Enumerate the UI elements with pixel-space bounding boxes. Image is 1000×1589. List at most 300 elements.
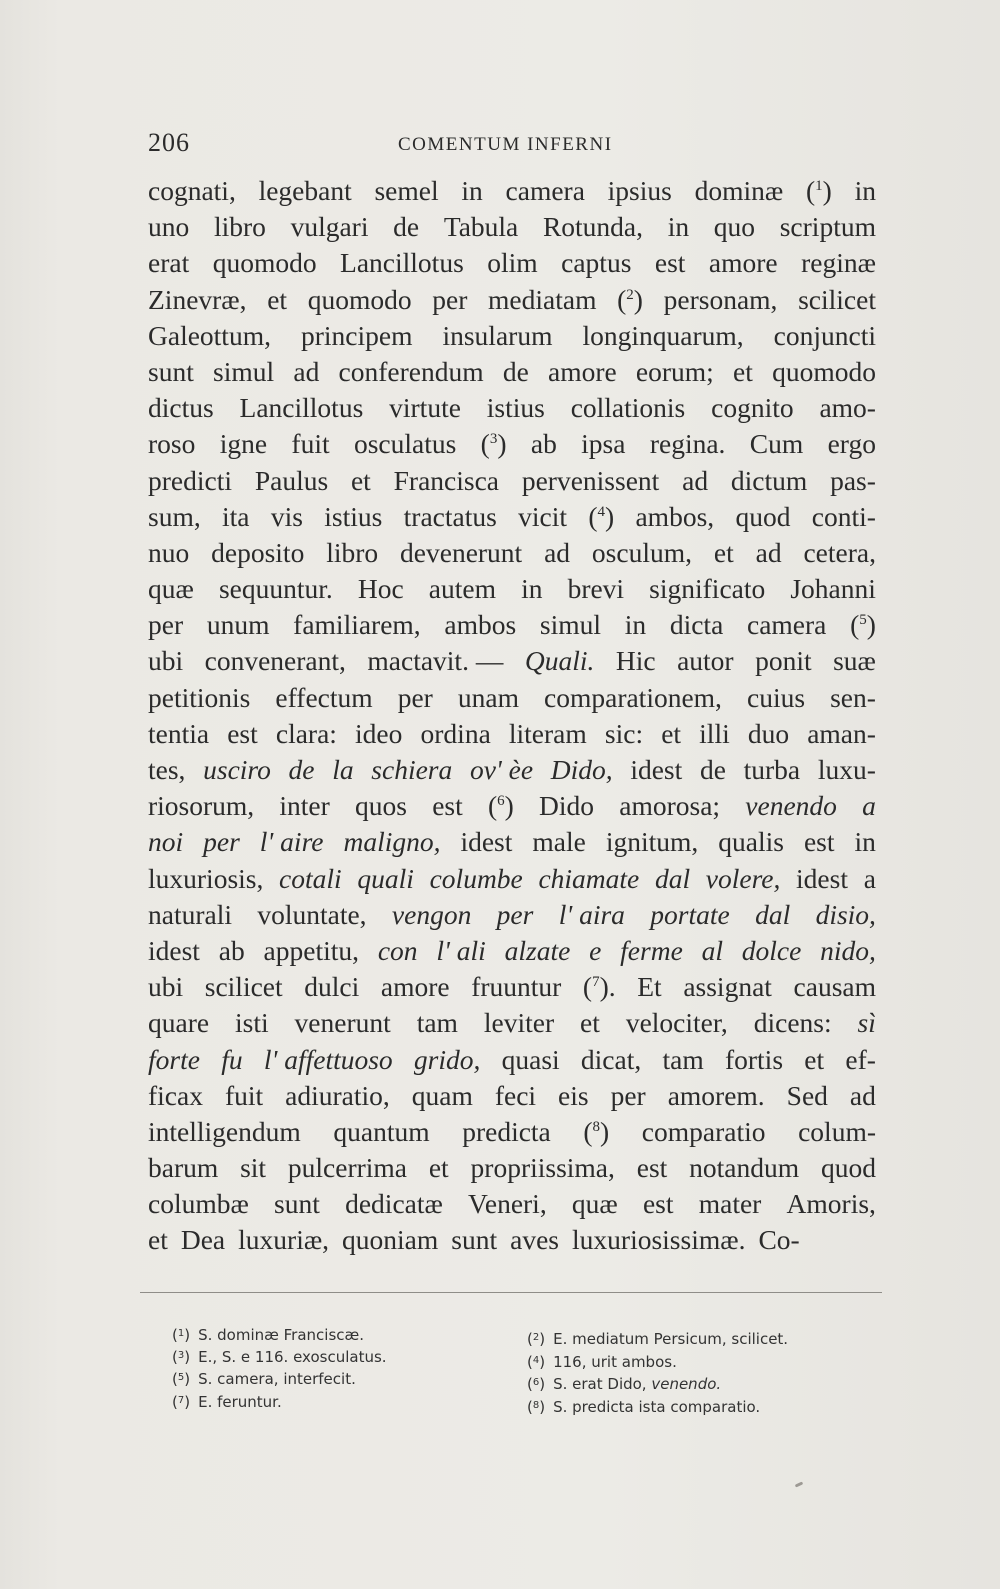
- word: venerunt: [294, 1007, 391, 1039]
- footnote-marker: 2: [626, 286, 634, 303]
- word: de: [393, 211, 420, 243]
- word: ef-: [845, 1043, 876, 1075]
- word: conjuncti: [773, 319, 876, 351]
- word: sequuntur.: [218, 573, 333, 605]
- word: per: [203, 826, 240, 858]
- word: illi: [699, 717, 730, 749]
- word: principem: [300, 319, 413, 351]
- word: aman-: [807, 717, 876, 749]
- word: libro: [213, 211, 266, 243]
- footnote-text: S. predicta ista comparatio.: [553, 1398, 761, 1416]
- word: chiamate: [538, 862, 640, 894]
- word: appetitu,: [263, 934, 360, 966]
- word: convenerant,: [204, 645, 346, 677]
- footnote-number: ($^4$): [527, 1353, 546, 1371]
- word: est: [227, 717, 258, 749]
- word: ad: [755, 536, 782, 568]
- word: ambos: [444, 609, 517, 641]
- word: roso: [148, 428, 196, 460]
- word: in: [854, 175, 876, 206]
- word: unum: [206, 609, 270, 641]
- word: virtute: [389, 392, 461, 424]
- word: ipsius: [607, 175, 672, 206]
- word: sì: [857, 1007, 876, 1039]
- word: et: [713, 536, 734, 568]
- footnote-number: ($^6$): [527, 1375, 546, 1393]
- word: tes,: [148, 754, 186, 785]
- word: cetera,: [803, 536, 876, 568]
- word: quos: [355, 790, 407, 822]
- word: est: [803, 826, 835, 858]
- word: quæ: [571, 1188, 618, 1220]
- text-line: [148, 643, 876, 679]
- word: collationis: [570, 392, 686, 424]
- word: ubi: [148, 645, 184, 677]
- word: quæ: [148, 573, 194, 605]
- text-line: [148, 824, 876, 860]
- word: eorum;: [635, 355, 714, 387]
- text-line: [148, 209, 876, 245]
- text-line: [148, 752, 876, 788]
- word: quod: [820, 1152, 876, 1184]
- word: est: [636, 1152, 668, 1184]
- word: et: [804, 1043, 825, 1075]
- word: adiuratio,: [285, 1079, 390, 1111]
- word: dictum: [730, 464, 808, 496]
- word: literam: [508, 717, 587, 749]
- word: pervenissent: [521, 464, 660, 496]
- word: naturali: [148, 898, 232, 930]
- text-line: [148, 282, 876, 318]
- word: sen-: [830, 681, 876, 713]
- word: scilicet: [204, 971, 283, 1003]
- word: noi: [148, 826, 184, 858]
- word: amorosa;: [619, 790, 721, 822]
- word: nido,: [820, 934, 876, 966]
- footnote-reference: ($^3$): [480, 428, 507, 460]
- word: et: [733, 355, 753, 387]
- word: riosorum,: [148, 790, 255, 822]
- footnote-number: ($^1$): [172, 1326, 191, 1344]
- footnote: [527, 1394, 760, 1418]
- word: portate: [650, 898, 730, 930]
- word: in: [521, 573, 543, 605]
- text-line: [148, 1042, 876, 1078]
- text-line: [148, 1114, 876, 1150]
- word: de: [288, 754, 315, 785]
- word: ideo: [355, 717, 403, 749]
- word: sit: [240, 1152, 267, 1184]
- word: tentia: [148, 717, 210, 749]
- word: pulcerrima: [287, 1152, 408, 1184]
- word: cuius: [746, 681, 806, 713]
- word: e: [589, 934, 602, 966]
- word: a: [863, 862, 876, 894]
- word: olim: [487, 247, 538, 279]
- word: intelligendum: [148, 1115, 301, 1147]
- word: per: [496, 898, 534, 930]
- word: forte: [148, 1043, 200, 1075]
- text-line: [148, 535, 876, 571]
- word: feci: [494, 1079, 537, 1111]
- word: sum,: [148, 500, 201, 532]
- word: fu: [221, 1043, 243, 1075]
- word: predicti: [148, 464, 232, 496]
- footnote-text: S. erat Dido,: [553, 1375, 652, 1393]
- word: vis: [270, 500, 303, 532]
- word: devenerunt: [400, 536, 523, 568]
- footnote: [172, 1366, 356, 1390]
- word: fuit: [291, 428, 330, 460]
- word: luxuriæ,: [238, 1224, 330, 1256]
- word: dicens:: [753, 1007, 832, 1039]
- footnote-number: ($^3$): [172, 1348, 191, 1366]
- word: l' ali: [436, 934, 486, 966]
- word: in: [667, 211, 690, 243]
- word: deposito: [211, 536, 305, 568]
- word: mater: [698, 1188, 762, 1220]
- word: quomodo: [212, 247, 317, 279]
- word: per: [610, 1079, 646, 1111]
- word: Tabula: [443, 211, 519, 243]
- word: ficax: [148, 1079, 203, 1111]
- word: quoniam: [342, 1224, 439, 1256]
- word: idest: [460, 826, 513, 858]
- word: inter: [279, 790, 330, 822]
- word: regina.: [649, 428, 726, 460]
- word: Paulus: [254, 464, 329, 496]
- page-number: 206: [148, 128, 190, 157]
- footnote-text: venendo.: [651, 1375, 722, 1393]
- word: qualis: [718, 826, 784, 858]
- word: comparatio: [641, 1115, 766, 1147]
- footnote-reference: ($^8$): [583, 1115, 610, 1147]
- word: per: [432, 283, 468, 315]
- word: et: [267, 283, 288, 315]
- text-line: [148, 426, 876, 462]
- word: petitionis: [148, 681, 251, 713]
- word: istius: [486, 392, 545, 424]
- footnote-text: E. mediatum Persicum, scilicet.: [553, 1330, 789, 1348]
- text-line: [148, 499, 876, 535]
- word: dal: [755, 898, 791, 930]
- word: Cum: [749, 428, 804, 460]
- word: volere,: [705, 862, 781, 894]
- footnote-number: ($^2$): [527, 1330, 546, 1348]
- word: tractatus: [403, 500, 497, 532]
- word: tam: [416, 1007, 458, 1039]
- text-line: [148, 390, 876, 426]
- text-line: [148, 607, 876, 643]
- word: per: [397, 681, 433, 713]
- footnote-text: 116, urit ambos.: [553, 1353, 677, 1371]
- word: in: [854, 826, 876, 858]
- word: turba: [743, 754, 801, 785]
- word: ad: [544, 536, 571, 568]
- word: l' affettuoso: [263, 1043, 393, 1075]
- word: con: [377, 934, 418, 966]
- footnote-marker: 1: [815, 178, 823, 194]
- word: Rotunda,: [542, 211, 644, 243]
- word: legebant: [258, 175, 352, 206]
- text-line: [148, 1150, 876, 1186]
- word: brevi: [567, 573, 625, 605]
- text-line: [148, 1186, 876, 1222]
- word: quomodo: [772, 355, 876, 387]
- word: sunt: [451, 1224, 498, 1256]
- footnote-marker: 4: [597, 503, 605, 520]
- footnote-text: S. dominæ Franciscæ.: [198, 1326, 365, 1344]
- word: l' aire: [259, 826, 324, 858]
- word: Et: [637, 971, 662, 1003]
- word: et: [428, 1152, 449, 1184]
- word: est: [642, 1188, 674, 1220]
- word: luxuriosis,: [148, 862, 264, 894]
- word: sunt: [274, 1188, 320, 1220]
- word: quare: [148, 1007, 210, 1039]
- footnote-number: ($^5$): [172, 1370, 191, 1388]
- footnote-marker: 3: [489, 431, 498, 448]
- text-line: [148, 1222, 876, 1258]
- word: Dea: [180, 1224, 226, 1256]
- word: quasi: [501, 1043, 560, 1075]
- footnote: [527, 1326, 788, 1350]
- word: et: [661, 717, 682, 749]
- text-line: [148, 1078, 876, 1114]
- word: ab: [218, 934, 245, 966]
- word: cognati,: [148, 175, 236, 206]
- word: et: [580, 1007, 600, 1039]
- word: familiarem,: [293, 609, 421, 641]
- word: ita: [222, 500, 250, 532]
- word: nuo: [148, 536, 190, 568]
- text-line: [148, 861, 876, 897]
- word: amore: [548, 355, 617, 387]
- footnote-marker: 6: [497, 793, 505, 810]
- word: Co-: [758, 1224, 800, 1256]
- word: voluntate,: [257, 898, 367, 930]
- word: vulgari: [290, 211, 369, 243]
- word: cotali: [279, 862, 342, 894]
- word: ambos,: [635, 500, 715, 532]
- footnote-rule: [140, 1292, 882, 1293]
- footnote-reference: ($^5$): [850, 609, 876, 641]
- word: dolce: [741, 934, 802, 966]
- text-line: [148, 933, 876, 969]
- word: quali: [357, 862, 414, 894]
- word: quomodo: [307, 283, 412, 315]
- footnote: [172, 1322, 364, 1346]
- word: ferme: [620, 934, 683, 966]
- footnote-text: S. camera, interfecit.: [198, 1370, 356, 1388]
- word: amore: [380, 971, 450, 1003]
- word: in: [461, 175, 483, 206]
- text-line: [148, 1005, 876, 1041]
- word: Galeottum,: [148, 319, 271, 351]
- word: idest: [630, 754, 683, 785]
- word: Lancillotus: [340, 247, 464, 279]
- word: aves: [510, 1224, 560, 1256]
- word: leviter: [483, 1007, 555, 1039]
- word: vengon: [391, 898, 472, 930]
- word: Sed: [786, 1079, 828, 1111]
- word: ponit: [755, 645, 812, 677]
- text-line: [148, 680, 876, 716]
- footnote-text: E., S. e 116. exosculatus.: [198, 1348, 387, 1366]
- word: unam: [457, 681, 519, 713]
- word: amo-: [819, 392, 876, 424]
- word: Veneri,: [468, 1188, 547, 1220]
- word: est: [432, 790, 463, 822]
- word: velociter,: [625, 1007, 728, 1039]
- word: mactavit. —: [367, 645, 504, 677]
- footnote-text: E. feruntur.: [198, 1393, 282, 1411]
- page-header: [148, 128, 878, 168]
- footnote-reference: ($^2$): [617, 283, 643, 315]
- word: propriissima,: [470, 1152, 615, 1184]
- word: ordina: [420, 717, 491, 749]
- word: Hoc: [357, 573, 404, 605]
- word: Dido,: [550, 754, 613, 785]
- word: per: [148, 609, 184, 641]
- word: la: [332, 754, 354, 785]
- word: venendo: [745, 790, 837, 822]
- footnote: [527, 1371, 721, 1395]
- word: reginæ: [801, 247, 876, 279]
- word: conferendum: [338, 355, 484, 387]
- word: de: [502, 355, 529, 387]
- word: luxu-: [817, 754, 876, 785]
- word: in: [624, 609, 647, 641]
- word: duo: [747, 717, 790, 749]
- word: pas-: [830, 464, 876, 496]
- word: est: [654, 247, 686, 279]
- word: fuit: [224, 1079, 264, 1111]
- word: quo: [713, 211, 756, 243]
- word: uno: [148, 211, 190, 243]
- word: male: [532, 826, 586, 858]
- word: sunt: [148, 355, 194, 387]
- word: captus: [561, 247, 632, 279]
- footnote: [172, 1389, 282, 1413]
- word: Hic: [615, 645, 656, 677]
- text-line: [148, 354, 876, 390]
- word: alzate: [504, 934, 571, 966]
- word: semel: [374, 175, 439, 206]
- word: quantum: [333, 1115, 430, 1147]
- footnote-number: ($^7$): [172, 1393, 191, 1411]
- word: scilicet: [798, 283, 876, 315]
- word: amore: [708, 247, 778, 279]
- word: sic:: [604, 717, 644, 749]
- word: et: [148, 1224, 168, 1256]
- word: et: [350, 464, 371, 496]
- word: notandum: [689, 1152, 800, 1184]
- footnote-reference: ($^7$).: [582, 971, 616, 1003]
- word: clara:: [275, 717, 337, 749]
- word: idest: [148, 934, 200, 966]
- word: dulci: [304, 971, 360, 1003]
- word: vicit: [518, 500, 567, 532]
- text-line: [148, 969, 876, 1005]
- word: maligno,: [343, 826, 441, 858]
- word: Dido: [539, 790, 595, 822]
- word: Lancillotus: [239, 392, 364, 424]
- word: autem: [428, 573, 496, 605]
- word: eis: [558, 1079, 589, 1111]
- footnote-marker: 5: [859, 612, 867, 629]
- word: isti: [235, 1007, 269, 1039]
- word: significato: [649, 573, 766, 605]
- word: causam: [793, 971, 876, 1003]
- word: igne: [219, 428, 268, 460]
- word: personam,: [663, 283, 778, 315]
- word: usciro: [203, 754, 271, 785]
- word: amorem.: [667, 1079, 765, 1111]
- word: libro: [326, 536, 379, 568]
- word: autor: [677, 645, 734, 677]
- word: assignat: [683, 971, 772, 1003]
- word: predicta: [462, 1115, 551, 1147]
- word: camera: [746, 609, 827, 641]
- word: ov' èe: [469, 754, 534, 785]
- word: ubi: [148, 971, 184, 1003]
- word: dominæ: [694, 175, 784, 206]
- word: longinquarum,: [582, 319, 744, 351]
- word: l' aira: [558, 898, 625, 930]
- word: disio,: [815, 898, 876, 930]
- footnote: [527, 1349, 677, 1373]
- word: istius: [324, 500, 383, 532]
- word: fruuntur: [471, 971, 562, 1003]
- word: ignitum,: [605, 826, 699, 858]
- word: insularum: [442, 319, 553, 351]
- word: dal: [654, 862, 691, 894]
- footnote-number: ($^8$): [527, 1398, 546, 1416]
- word: Johanni: [790, 573, 876, 605]
- footnote-marker: 8: [592, 1118, 601, 1135]
- word: tam: [662, 1043, 704, 1075]
- word: comparationem,: [544, 681, 722, 713]
- word: camera: [505, 175, 585, 206]
- word: schiera: [371, 754, 453, 785]
- word: al: [701, 934, 723, 966]
- word: Quali.: [524, 645, 595, 677]
- word: luxuriosissimæ.: [572, 1224, 746, 1256]
- word: ad: [682, 464, 709, 496]
- word: grido,: [413, 1043, 481, 1075]
- word: dedicatæ: [345, 1188, 443, 1220]
- word: idest: [796, 862, 848, 894]
- word: effectum: [275, 681, 373, 713]
- word: ad: [293, 355, 320, 387]
- word: quam: [411, 1079, 473, 1111]
- word: quod: [735, 500, 791, 532]
- text-line: [148, 716, 876, 752]
- word: cognito: [711, 392, 794, 424]
- word: mediatam: [488, 283, 597, 315]
- word: dicat,: [580, 1043, 642, 1075]
- word: ipsa: [581, 428, 626, 460]
- footnote-marker: 7: [592, 974, 600, 991]
- word: ad: [849, 1079, 876, 1111]
- text-line: [148, 173, 876, 209]
- page-speck: [795, 1481, 804, 1487]
- word: osculum,: [591, 536, 692, 568]
- word: simul: [539, 609, 602, 641]
- footnote-reference: ($^4$): [588, 500, 615, 532]
- footnote: [172, 1344, 387, 1368]
